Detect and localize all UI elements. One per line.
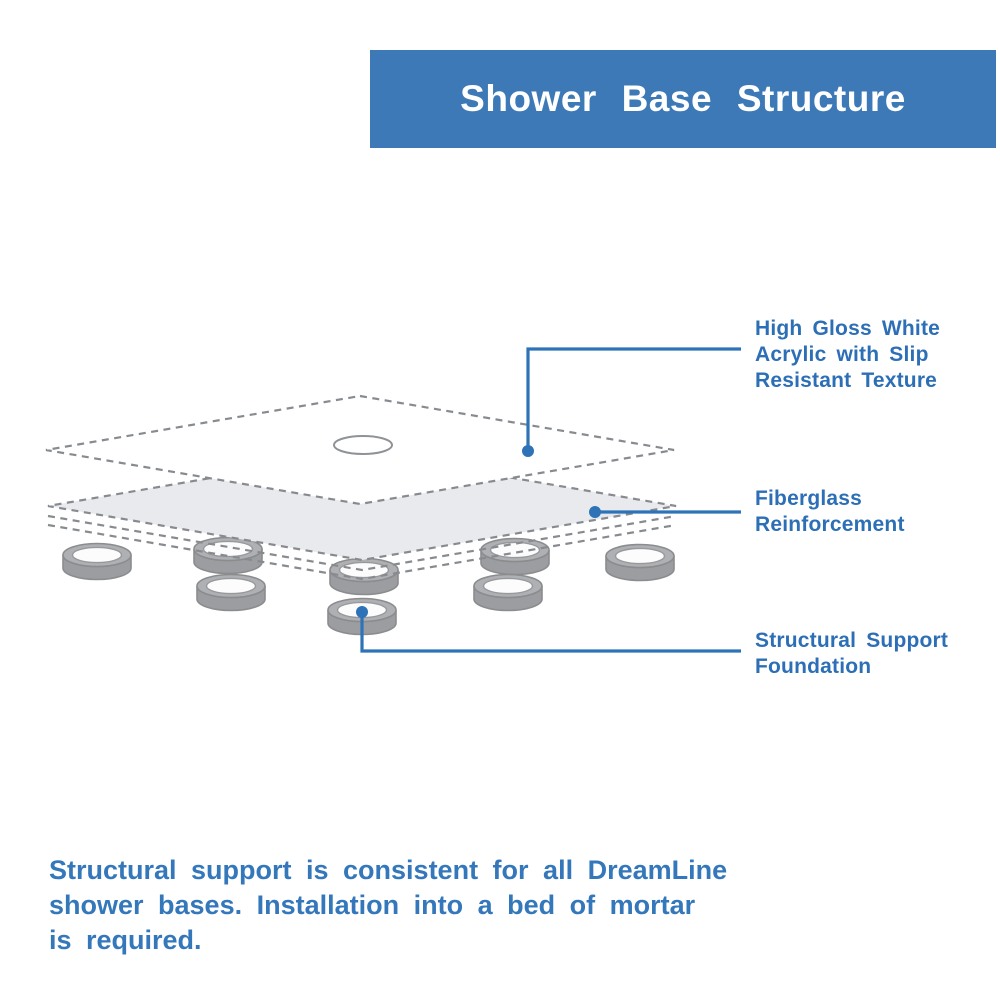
label-line: Resistant Texture — [755, 369, 938, 392]
drain-hole — [334, 436, 392, 454]
footer-line: shower bases. Installation into a bed of mortar — [49, 890, 696, 920]
support-ring — [330, 559, 398, 595]
label-line: Fiberglass — [755, 487, 863, 510]
label-acrylic-layer — [755, 316, 940, 394]
support-ring — [194, 538, 262, 574]
leader-line-foundation — [356, 606, 741, 651]
label-support-foundation — [755, 628, 948, 680]
page-title: Shower Base Structure — [460, 78, 906, 119]
support-ring — [474, 575, 542, 611]
leader-dot — [522, 445, 534, 457]
label-line: Structural Support — [755, 629, 949, 652]
label-line: High Gloss White — [755, 317, 941, 340]
support-ring — [481, 539, 549, 575]
support-ring — [606, 545, 674, 581]
label-fiberglass-layer — [755, 486, 905, 538]
footer-note — [49, 853, 727, 958]
leader-dot — [589, 506, 601, 518]
leader-dot — [356, 606, 368, 618]
label-line: Acrylic with Slip — [755, 343, 929, 366]
label-line: Foundation — [755, 655, 872, 678]
support-ring — [197, 575, 265, 611]
footer-line: is required. — [49, 925, 202, 955]
label-line: Reinforcement — [755, 513, 905, 536]
support-ring — [63, 544, 131, 580]
footer-line: Structural support is consistent for all DreamLine — [49, 855, 728, 885]
